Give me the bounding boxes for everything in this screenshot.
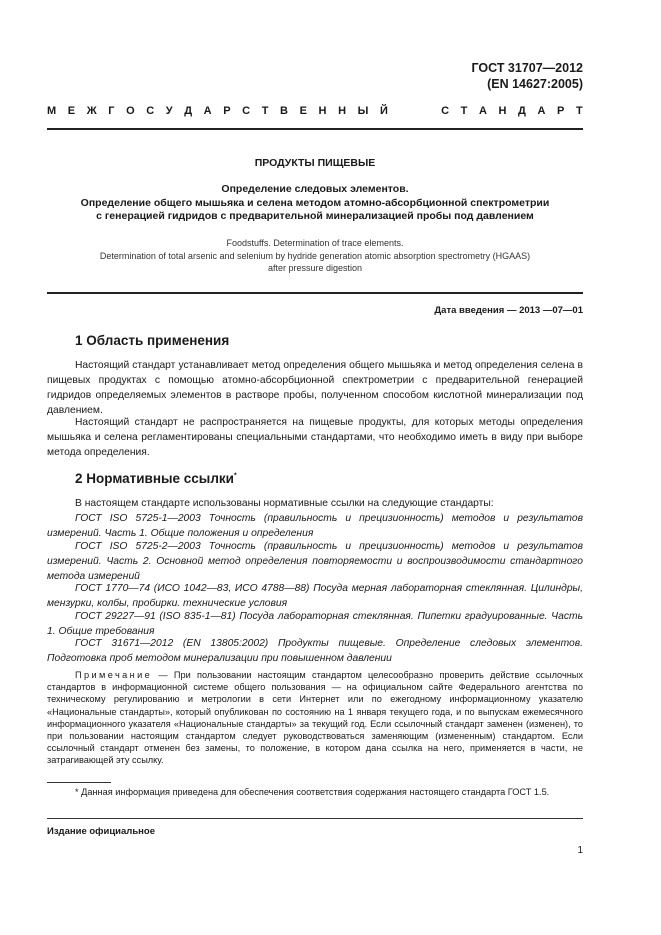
- banner-letter: Т: [261, 105, 269, 117]
- note-label: Примечание: [75, 670, 153, 680]
- banner-letter: Н: [318, 105, 327, 117]
- footnote: * Данная информация приведена для обеспечения соответствия содержания настоящего стандарта ГОСТ 1.5.: [75, 787, 550, 797]
- section-2-heading-text: 2 Нормативные ссылки: [75, 471, 234, 486]
- banner-letter: А: [203, 105, 212, 117]
- section-1-heading: 1 Область применения: [75, 333, 230, 348]
- banner-letter: С: [441, 105, 450, 117]
- subtitle-line: с генерацией гидридов с предварительной минерализацией пробы под давлением: [96, 210, 534, 222]
- banner-letter: В: [280, 105, 288, 117]
- banner-letter: Е: [299, 105, 307, 117]
- section-1-paragraph: Настоящий стандарт не распространяется на пищевые продукты, для которых методы определения мышьяка и селена регламентированы специальными стандартами, что необходимо иметь в виду при выборе метода определения.: [47, 417, 583, 458]
- banner-letter: А: [478, 105, 487, 117]
- banner-letter: Н: [498, 105, 507, 117]
- banner-letter: М: [47, 105, 57, 117]
- footer-divider: [47, 818, 583, 819]
- banner-letter: Р: [223, 105, 231, 117]
- banner-letter: Г: [108, 105, 115, 117]
- reference-item: ГОСТ ISO 5725-2—2003 Точность (правильность и прецизионность) методов и результатов измерений. Часть 2. Основной метод определения повторяемости и воспроизводимости стандартного метода измерений: [47, 541, 583, 582]
- references-intro: В настоящем стандарте использованы нормативные ссылки на следующие стандарты:: [75, 498, 494, 509]
- banner-letter: Ж: [86, 105, 97, 117]
- title-divider: [47, 292, 583, 294]
- section-1-paragraph: Настоящий стандарт устанавливает метод определения общего мышьяка и метод определения селена в пищевых продуктах с помощью атомно-абсорбционной спектрометрии с предварительной генерацией гидридов определяемых элементов в растворе пробы, полученном способом кислотной минерализации под давлением.: [47, 360, 583, 416]
- footnote-divider: [47, 782, 111, 783]
- banner-letter: С: [242, 105, 251, 117]
- document-title: ПРОДУКТЫ ПИЩЕВЫЕ: [254, 157, 376, 169]
- banner-letter: Д: [518, 105, 526, 117]
- standard-type-banner: [47, 103, 583, 119]
- english-title-line: Determination of total arsenic and selenium by hydride generation atomic absorption spectrometry (HGAAS): [99, 250, 531, 261]
- standard-code-block: [471, 60, 583, 92]
- banner-letter: А: [537, 105, 546, 117]
- banner-letter: Н: [338, 105, 347, 117]
- reference-item: ГОСТ 29227—91 (ISO 835-1—81) Посуда лабораторная стеклянная. Пипетки градуированные. Часть 1. Общие требования: [47, 611, 583, 637]
- english-title-line: Foodstuffs. Determination of trace elements.: [226, 238, 404, 248]
- standard-code: ГОСТ 31707—2012: [471, 61, 583, 75]
- banner-letter: Й: [379, 105, 388, 117]
- english-title-line: after pressure digestion: [267, 263, 363, 273]
- banner-letter: Д: [184, 105, 193, 117]
- banner-letter: У: [165, 105, 173, 117]
- document-subtitle: [47, 183, 583, 224]
- banner-letter: О: [126, 105, 135, 117]
- footnote-marker: *: [233, 472, 237, 480]
- en-standard-code: (EN 14627:2005): [487, 77, 583, 91]
- reference-item: ГОСТ 1770—74 (ИСО 1042—83, ИСО 4788—88) Посуда мерная лабораторная стеклянная. Цилиндры, мензурки, колбы, пробирки. технические условия: [47, 583, 583, 609]
- introduction-date: Дата введения — 2013 —07—01: [434, 305, 583, 316]
- page-number: 1: [577, 845, 583, 856]
- official-edition-label: Издание официальное: [47, 826, 155, 837]
- english-title: [47, 237, 583, 275]
- header-divider: [47, 128, 583, 130]
- section-2-heading: [75, 471, 237, 486]
- banner-letter: Ы: [357, 105, 369, 117]
- banner-letter: Т: [575, 105, 583, 117]
- banner-letter: Т: [460, 105, 468, 117]
- note-text: — При пользовании настоящим стандартом целесообразно проверить действие ссылочных стандартов в информационной системе общего пользования — на официальном сайте Федерального агентства по техническому регулированию и метрологии в сети Интернет или по ежегодному информационному указателю «Национальные стандарты», который опубликован по состоянию на 1 января текущего года, и по выпускам ежемесячного информационного указателя «Национальные стандарты» за текущий год. Если ссылочный стандарт заменен (изменен), то при пользовании настоящим стандартом следует руководствоваться заменяющим (измененным) стандартом. Если ссылочный стандарт отменен без замены, то положение, в котором дана ссылка на него, применяется в части, не затрагивающей эту ссылку.: [47, 670, 583, 766]
- subtitle-line: Определение следовых элементов.: [221, 183, 409, 195]
- reference-item: ГОСТ 31671—2012 (EN 13805:2002) Продукты пищевые. Определение следовых элементов. Подготовка проб методом минерализации при повышенном давлении: [47, 638, 583, 664]
- banner-letter: Р: [557, 105, 565, 117]
- banner-letter: Е: [67, 105, 76, 117]
- banner-letter: С: [146, 105, 155, 117]
- subtitle-line: Определение общего мышьяка и селена методом атомно-абсорбционной спектрометрии: [80, 196, 550, 209]
- references-note: [47, 669, 583, 767]
- reference-item: ГОСТ ISO 5725-1—2003 Точность (правильность и прецизионность) методов и результатов измерений. Часть 1. Общие положения и определения: [47, 513, 583, 539]
